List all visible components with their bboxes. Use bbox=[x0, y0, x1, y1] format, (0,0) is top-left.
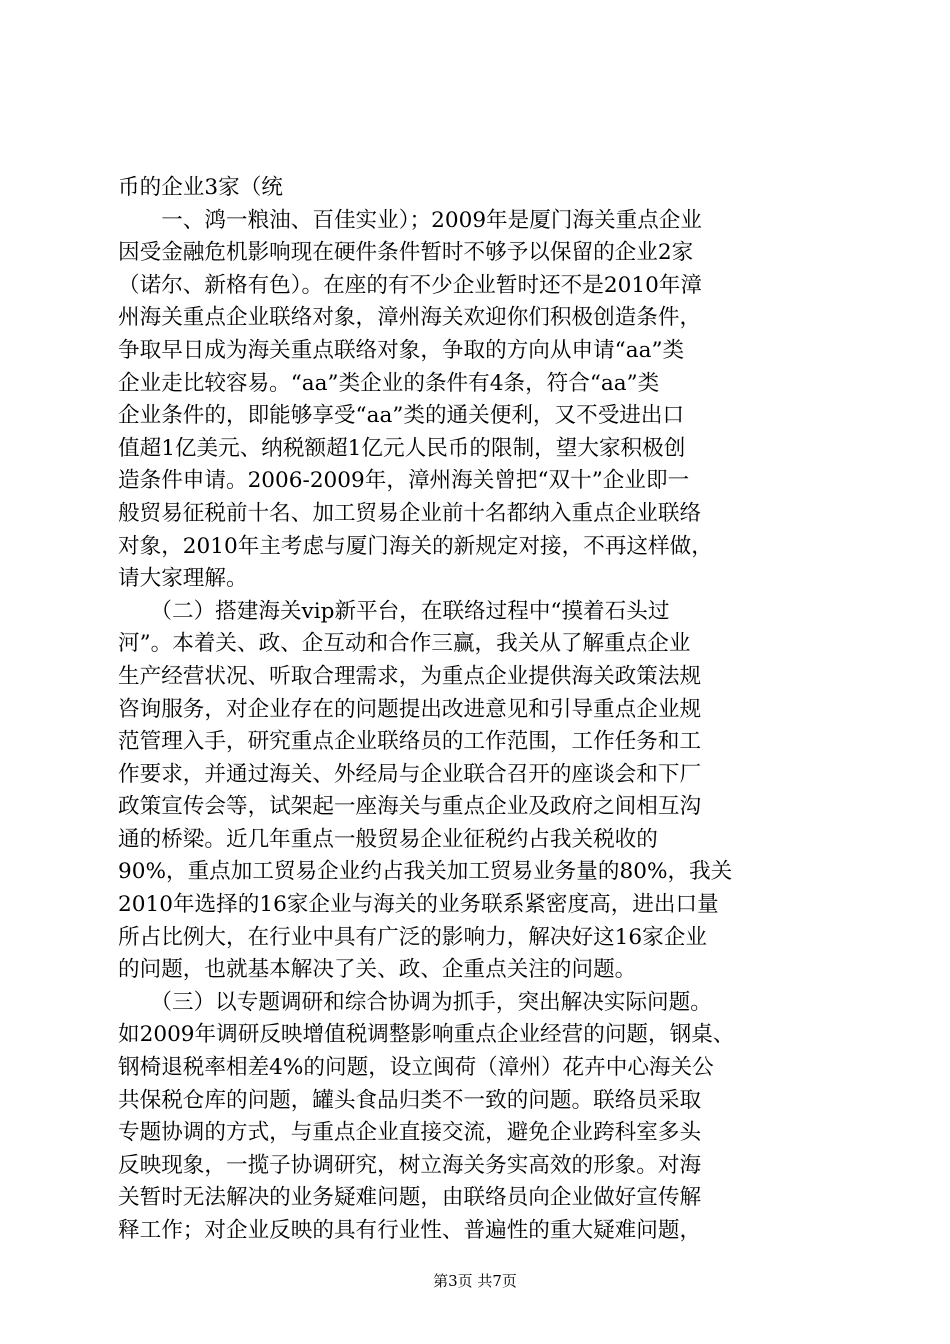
text-line: 钢椅退税率相差4%的问题，设立闽荷（漳州）花卉中心海关公 bbox=[118, 1055, 714, 1081]
text-line: 释工作；对企业反映的具有行业性、普遍性的重大疑难问题， bbox=[118, 1218, 702, 1243]
text-line: 2010年选择的16家企业与海关的业务联系紧密度高，进出口量 bbox=[118, 892, 719, 918]
text-line: （二）搭建海关vip新平台，在联络过程中“摸着石头过 bbox=[118, 598, 670, 624]
text-line: 专题协调的方式，与重点企业直接交流，避免企业跨科室多头 bbox=[118, 1120, 702, 1146]
text-line: 造条件申请。2006-2009年，漳州海关曾把“双十”企业即一 bbox=[118, 468, 690, 494]
text-line: （三）以专题调研和综合协调为抓手，突出解决实际问题。 bbox=[118, 989, 712, 1015]
text-line: 州海关重点企业联络对象，漳州海关欢迎你们积极创造条件， bbox=[118, 305, 702, 331]
body-text bbox=[118, 172, 834, 1248]
text-line: 范管理入手，研究重点企业联络员的工作范围，工作任务和工 bbox=[118, 729, 702, 755]
text-line: 通的桥梁。近几年重点一般贸易企业征税约占我关税收的 bbox=[118, 826, 658, 852]
text-line: 币的企业3家（统 bbox=[118, 175, 283, 200]
text-line: 争取早日成为海关重点联络对象，争取的方向从申请“aa”类 bbox=[118, 337, 685, 363]
text-line: 的问题，也就基本解决了关、政、企重点关注的问题。 bbox=[118, 957, 637, 983]
text-line: 如2009年调研反映增值税调整影响重点企业经营的问题，钢桌、 bbox=[118, 1022, 735, 1048]
text-line: 企业条件的，即能够享受“aa”类的通关便利，又不受进出口 bbox=[118, 403, 685, 429]
text-line: 对象，2010年主考虑与厦门海关的新规定对接，不再这样做， bbox=[118, 533, 713, 559]
text-line: 咨询服务，对企业存在的问题提出改进意见和引导重点企业规 bbox=[118, 696, 702, 722]
text-line: 请大家理解。 bbox=[118, 566, 248, 592]
text-line: 值超1亿美元、纳税额超1亿元人民币的限制，望大家积极创 bbox=[118, 435, 686, 461]
text-line: 河”。本着关、政、企互动和合作三赢，我关从了解重点企业 bbox=[118, 631, 691, 657]
text-line: 政策宣传会等，试架起一座海关与重点企业及政府之间相互沟 bbox=[118, 794, 702, 820]
text-line: 90%，重点加工贸易企业约占我关加工贸易业务量的80%，我关 bbox=[118, 859, 733, 885]
text-line: 生产经营状况、听取合理需求，为重点企业提供海关政策法规 bbox=[118, 663, 702, 689]
text-line: 反映现象，一揽子协调研究，树立海关务实高效的形象。对海 bbox=[118, 1152, 702, 1178]
text-line: 一、鸿一粮油、百佳实业）；2009年是厦门海关重点企业 bbox=[118, 207, 702, 233]
text-line: 企业走比较容易。“aa”类企业的条件有4条，符合“aa”类 bbox=[118, 370, 660, 396]
text-line: 关暂时无法解决的业务疑难问题，由联络员向企业做好宣传解 bbox=[118, 1185, 702, 1211]
text-line: 所占比例大，在行业中具有广泛的影响力，解决好这16家企业 bbox=[118, 924, 707, 950]
text-line: 共保税仓库的问题，罐头食品归类不一致的问题。联络员采取 bbox=[118, 1087, 702, 1113]
text-line: 作要求，并通过海关、外经局与企业联合召开的座谈会和下厂 bbox=[118, 761, 702, 787]
page-footer: 第3页 共7页 bbox=[433, 1272, 517, 1290]
text-line: （诺尔、新格有色）。在座的有不少企业暂时还不是2010年漳 bbox=[118, 272, 702, 298]
text-line: 因受金融危机影响现在硬件条件暂时不够予以保留的企业2家 bbox=[118, 240, 694, 266]
text-line: 般贸易征税前十名、加工贸易企业前十名都纳入重点企业联络 bbox=[118, 500, 702, 526]
